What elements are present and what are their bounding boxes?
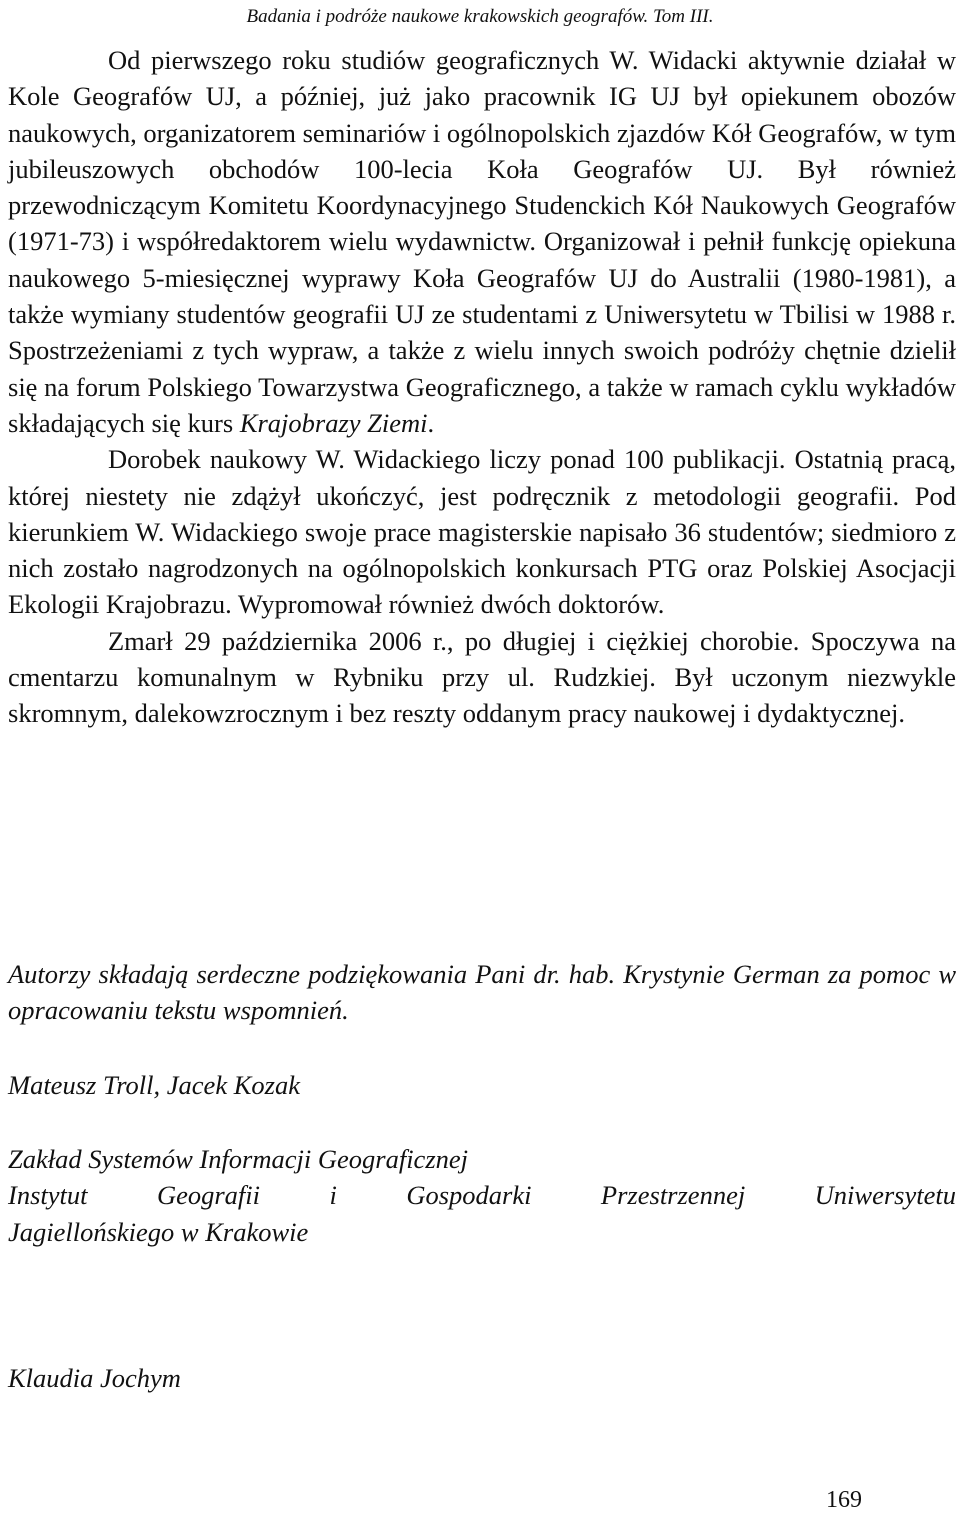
- affiliation-department: Zakład Systemów Informacji Geograficznej: [8, 1144, 469, 1174]
- article-body: [8, 42, 956, 732]
- running-header: Badania i podróże naukowe krakowskich geografów. Tom III.: [246, 6, 714, 27]
- acknowledgement: Autorzy składają serdeczne podziękowania Pani dr. hab. Krystynie German za pomoc w opracowaniu tekstu wspomnień.: [8, 959, 956, 1026]
- authors: Mateusz Troll, Jacek Kozak: [8, 1070, 300, 1100]
- paragraph-activities-end: .: [427, 407, 435, 438]
- paragraph-death: Zmarł 29 października 2006 r., po długiej i ciężkiej chorobie. Spoczywa na cmentarzu komunalnym w Rybniku przy ul. Rudzkiej. Był uczonym niezwykle skromnym, dalekowzrocznym i bez reszty oddanym pracy naukowej i dydaktycznej.: [8, 625, 956, 729]
- affiliation-university: Jagiellońskiego w Krakowie: [8, 1216, 309, 1247]
- course-title: Krajobrazy Ziemi: [239, 407, 428, 438]
- paragraph-activities-text: Od pierwszego roku studiów geograficznych W. Widacki aktywnie działał w Kole Geografów UJ, a później, już jako pracownik IG UJ był opiekunem obozów naukowych, organizatorem seminariów i ogólnopolskich zjazdów Kół Geografów, w tym jubileuszowych obchodów 100-lecia Koła Geografów UJ. Był również przewodniczącym Komitetu Koordynacyjnego Studenckich Kół Naukowych Geografów (1971-73) i współredaktorem wielu wydawnictw. Organizował i pełnił funkcję opiekuna naukowego 5-miesięcznej wyprawy Koła Geografów UJ do Australii (1980-1981), a także wymiany studentów geografii UJ ze studentami z Uniwersytetu w Tbilisi w 1988 r. Spostrzeżeniami z tych wypraw, a także z wielu innych swoich podróży chętnie dzielił się na forum Polskiego Towarzystwa Geograficznego, a także w ramach cyklu wykładów składających się kurs: [8, 45, 956, 438]
- paragraph-activities: [8, 42, 956, 441]
- affiliation-institute: Instytut Geografii i Gospodarki Przestrzennej Uniwersytetu: [8, 1180, 956, 1211]
- signer: Klaudia Jochym: [8, 1363, 181, 1393]
- affiliation: [8, 1141, 956, 1250]
- page-number: 169: [826, 1487, 862, 1513]
- paragraph-publications: Dorobek naukowy W. Widackiego liczy ponad 100 publikacji. Ostatnią pracą, której niestety nie zdążył ukończyć, jest podręcznik z metodologii geografii. Pod kierunkiem W. Widackiego swoje prace magisterskie napisało 36 studentów; siedmioro z nich zostało nagrodzonych na ogólnopolskich konkursach PTG oraz Polskiej Asocjacji Ekologii Krajobrazu. Wypromował również dwóch doktorów.: [8, 444, 956, 620]
